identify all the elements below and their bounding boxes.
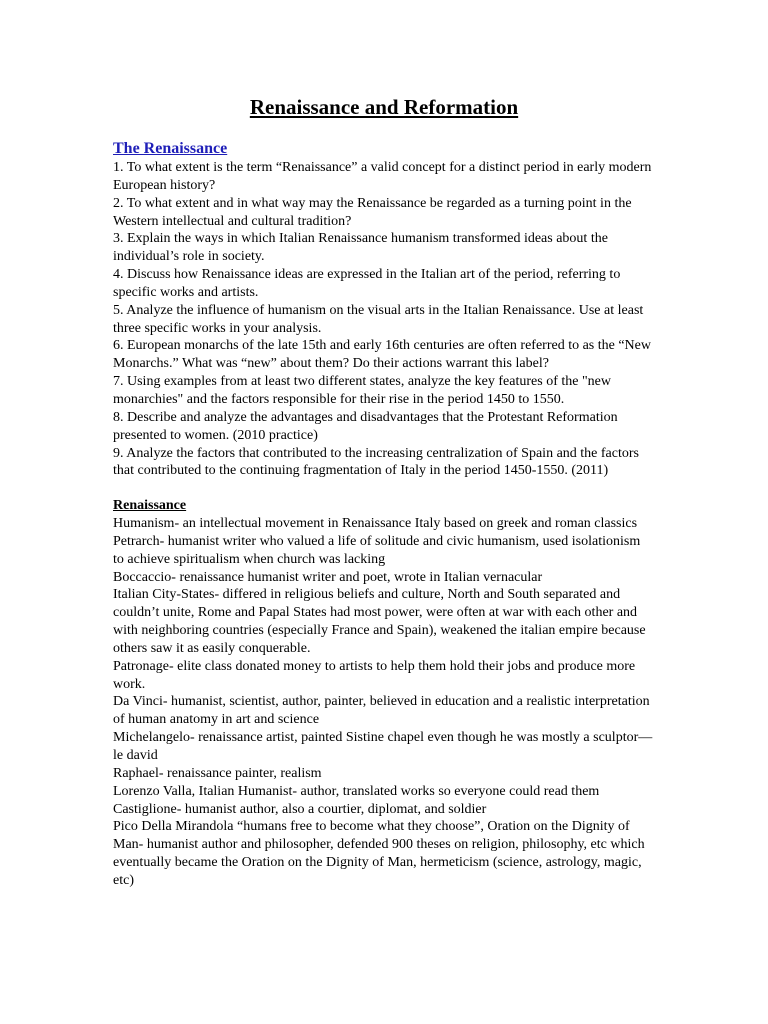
term-item: Humanism- an intellectual movement in Renaissance Italy based on greek and roman classics — [113, 516, 638, 532]
question-item: 8. Describe and analyze the advantages and disadvantages that the Protestant Reformation presented to women. (2010 practice) — [113, 409, 618, 443]
question-item: 1. To what extent is the term “Renaissance” a valid concept for a distinct period in early modern European history? — [113, 160, 652, 193]
section-spacer — [113, 480, 653, 497]
essay-questions-list — [113, 159, 653, 480]
terms-list — [113, 515, 653, 890]
term-item: Lorenzo Valla, Italian Humanist- author, translated works so everyone could read them — [113, 783, 600, 799]
term-item: Boccaccio- renaissance humanist writer and poet, wrote in Italian vernacular — [113, 569, 543, 585]
term-item: Michelangelo- renaissance artist, painted Sistine chapel even though he was mostly a sculptor—le david — [113, 730, 653, 763]
section-heading-renaissance: Renaissance — [113, 498, 187, 514]
term-item: Raphael- renaissance painter, realism — [113, 765, 322, 781]
term-item: Petrarch- humanist writer who valued a life of solitude and civic humanism, used isolationism to achieve spiritualism when church was lacking — [113, 533, 641, 567]
term-item: Italian City-States- differed in religious beliefs and culture, North and South separated and couldn’t unite, Rome and Papal States had most power, were often at war with each other and with neighboring countries (especially France and Spain), weakened the italian empire because others saw it as easily conquerable. — [113, 587, 646, 656]
question-item: 7. Using examples from at least two different states, analyze the key features of the "new monarchies" and the factors responsible for their rise in the period 1450 to 1550. — [113, 374, 612, 407]
question-item: 9. Analyze the factors that contributed to the increasing centralization of Spain and the factors that contributed to the continuing fragmentation of Italy in the period 1450-1550. (2011) — [113, 445, 639, 479]
document-title: Renaissance and Reformation — [249, 95, 519, 119]
document-body — [113, 139, 653, 890]
section-heading-the-renaissance: The Renaissance — [113, 140, 228, 157]
question-item: 3. Explain the ways in which Italian Renaissance humanism transformed ideas about the individual’s role in society. — [113, 231, 608, 265]
question-item: 5. Analyze the influence of humanism on the visual arts in the Italian Renaissance. Use at least three specific works in your analysis. — [113, 302, 644, 336]
term-item: Patronage- elite class donated money to artists to help them hold their jobs and produce more work. — [113, 658, 636, 692]
term-item: Da Vinci- humanist, scientist, author, painter, believed in education and a realistic interpretation of human anatomy in art and science — [113, 694, 650, 728]
term-item: Pico Della Mirandola “humans free to become what they choose”, Oration on the Dignity of Man- humanist author and philosopher, defended 900 theses on religion, philosophy, etc which eventually became the Oration on the Dignity of Man, hermeticism (science, astrology, magic, etc) — [113, 819, 645, 888]
term-item: Castiglione- humanist author, also a courtier, diplomat, and soldier — [113, 801, 487, 817]
question-item: 6. European monarchs of the late 15th and early 16th centuries are often referred to as the “New Monarchs.” What was “new” about them? Do their actions warrant this label? — [113, 338, 651, 372]
question-item: 2. To what extent and in what way may the Renaissance be regarded as a turning point in the Western intellectual and cultural tradition? — [113, 195, 632, 229]
question-item: 4. Discuss how Renaissance ideas are expressed in the Italian art of the period, referring to specific works and artists. — [113, 267, 621, 300]
